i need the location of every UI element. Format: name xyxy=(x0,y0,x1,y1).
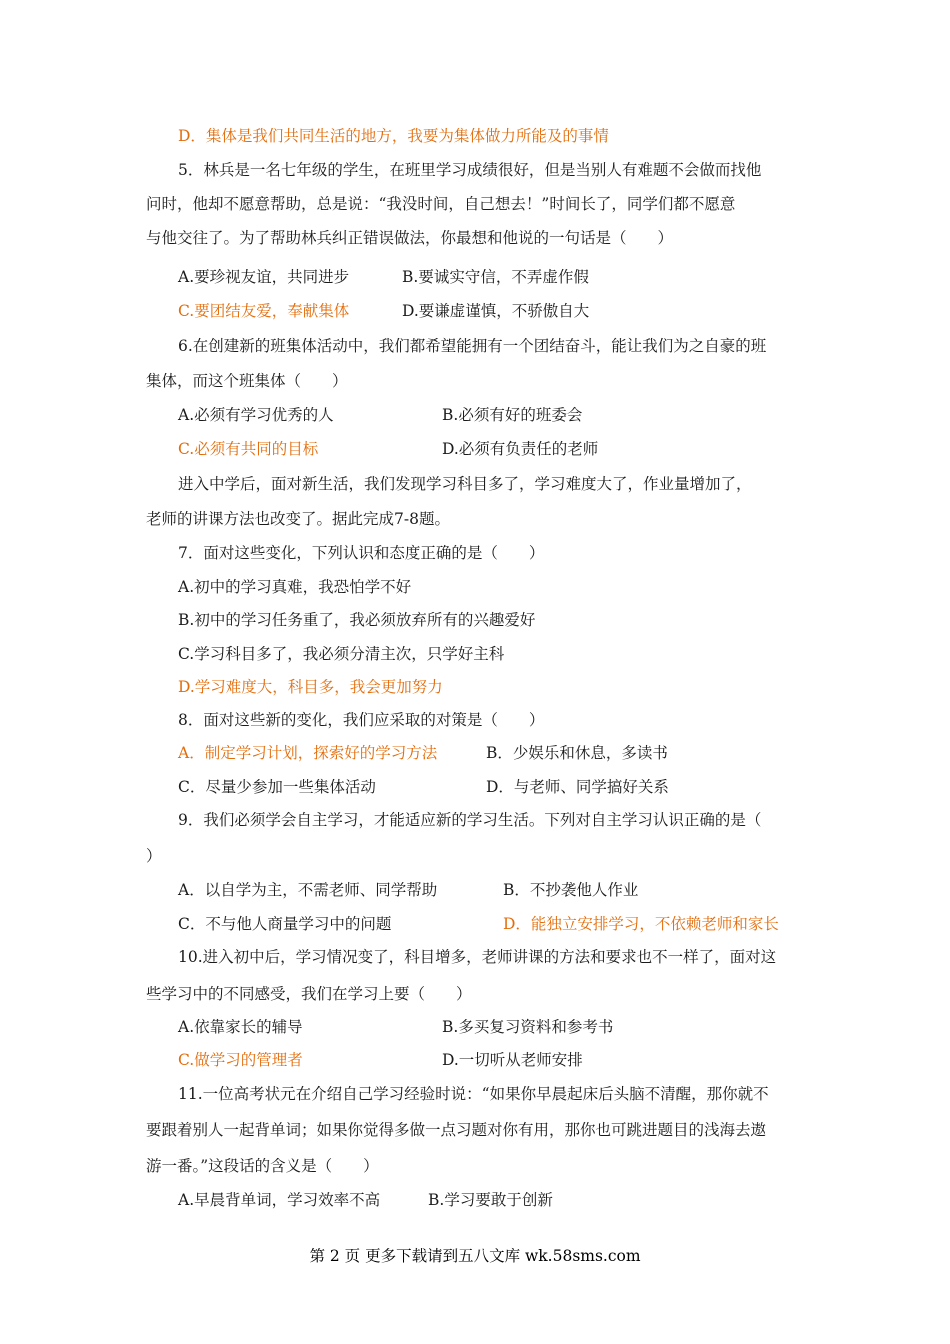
question-text: 与他交往了。为了帮助林兵纠正错误做法，你最想和他说的一句话是（ ） xyxy=(146,229,674,247)
answer-option: D．集体是我们共同生活的地方，我要为集体做力所能及的事情 xyxy=(178,127,609,145)
option-a: A.要珍视友谊，共同进步 xyxy=(178,268,350,286)
option-c: C．不与他人商量学习中的问题 xyxy=(178,915,392,933)
option-c-answer: C.要团结友爱，奉献集体 xyxy=(178,302,350,320)
option-a: A.初中的学习真难，我恐怕学不好 xyxy=(178,578,412,596)
question-6: 6.在创建新的班集体活动中，我们都希望能拥有一个团结奋斗，能让我们为之自豪的班 xyxy=(178,337,767,355)
option-d-answer: D.学习难度大，科目多，我会更加努力 xyxy=(178,678,443,696)
question-text: 游一番。”这段话的含义是（ ） xyxy=(146,1157,379,1175)
question-text: 问时，他却不愿意帮助，总是说：“我没时间，自己想去！”时间长了，同学们都不愿意 xyxy=(146,195,736,213)
option-a-answer: A．制定学习计划，探索好的学习方法 xyxy=(178,744,438,762)
option-d: D．与老师、同学搞好关系 xyxy=(486,778,669,796)
option-c-answer: C.做学习的管理者 xyxy=(178,1051,303,1069)
option-d: D.必须有负责任的老师 xyxy=(442,440,599,458)
option-c: C．尽量少参加一些集体活动 xyxy=(178,778,376,796)
question-text: 要跟着别人一起背单词；如果你觉得多做一点习题对你有用，那你也可跳进题目的浅海去遨 xyxy=(146,1121,767,1139)
option-b: B．少娱乐和休息，多读书 xyxy=(486,744,668,762)
option-a: A.必须有学习优秀的人 xyxy=(178,406,334,424)
question-5: 5．林兵是一名七年级的学生，在班里学习成绩很好，但是当别人有难题不会做而找他 xyxy=(178,161,762,179)
option-d-answer: D．能独立安排学习，不依赖老师和家长 xyxy=(503,915,779,933)
option-b: B.要诚实守信，不弄虚作假 xyxy=(402,268,589,286)
option-b: B.学习要敢于创新 xyxy=(428,1191,553,1209)
option-a: A．以自学为主，不需老师、同学帮助 xyxy=(178,881,438,899)
question-7: 7．面对这些变化，下列认识和态度正确的是（ ） xyxy=(178,544,545,562)
question-8: 8．面对这些新的变化，我们应采取的对策是（ ） xyxy=(178,711,545,729)
option-b: B.必须有好的班委会 xyxy=(442,406,583,424)
intro-paragraph: 进入中学后，面对新生活，我们发现学习科目多了，学习难度大了，作业量增加了， xyxy=(178,475,752,493)
question-9: 9．我们必须学会自主学习，才能适应新的学习生活。下列对自主学习认识正确的是（ xyxy=(178,811,762,829)
question-text: ） xyxy=(146,847,162,865)
option-b: B.初中的学习任务重了，我必须放弃所有的兴趣爱好 xyxy=(178,611,536,629)
page-footer: 第 2 页 更多下载请到五八文库 wk.58sms.com xyxy=(309,1247,641,1265)
option-d: D.要谦虚谨慎，不骄傲自大 xyxy=(402,302,590,320)
question-10: 10.进入初中后，学习情况变了，科目增多，老师讲课的方法和要求也不一样了，面对这 xyxy=(178,948,777,966)
question-text: 些学习中的不同感受，我们在学习上要（ ） xyxy=(146,985,472,1003)
option-c: C.学习科目多了，我必须分清主次，只学好主科 xyxy=(178,645,505,663)
question-11: 11.一位高考状元在介绍自己学习经验时说：“如果你早晨起床后头脑不清醒，那你就不 xyxy=(178,1085,769,1103)
intro-paragraph: 老师的讲课方法也改变了。据此完成7-8题。 xyxy=(146,510,450,528)
question-text: 集体，而这个班集体（ ） xyxy=(146,372,348,390)
option-a: A.依靠家长的辅导 xyxy=(178,1018,303,1036)
option-d: D.一切听从老师安排 xyxy=(442,1051,583,1069)
option-a: A.早晨背单词，学习效率不高 xyxy=(178,1191,381,1209)
option-c-answer: C.必须有共同的目标 xyxy=(178,440,319,458)
option-b: B.多买复习资料和参考书 xyxy=(442,1018,614,1036)
option-b: B．不抄袭他人作业 xyxy=(503,881,639,899)
